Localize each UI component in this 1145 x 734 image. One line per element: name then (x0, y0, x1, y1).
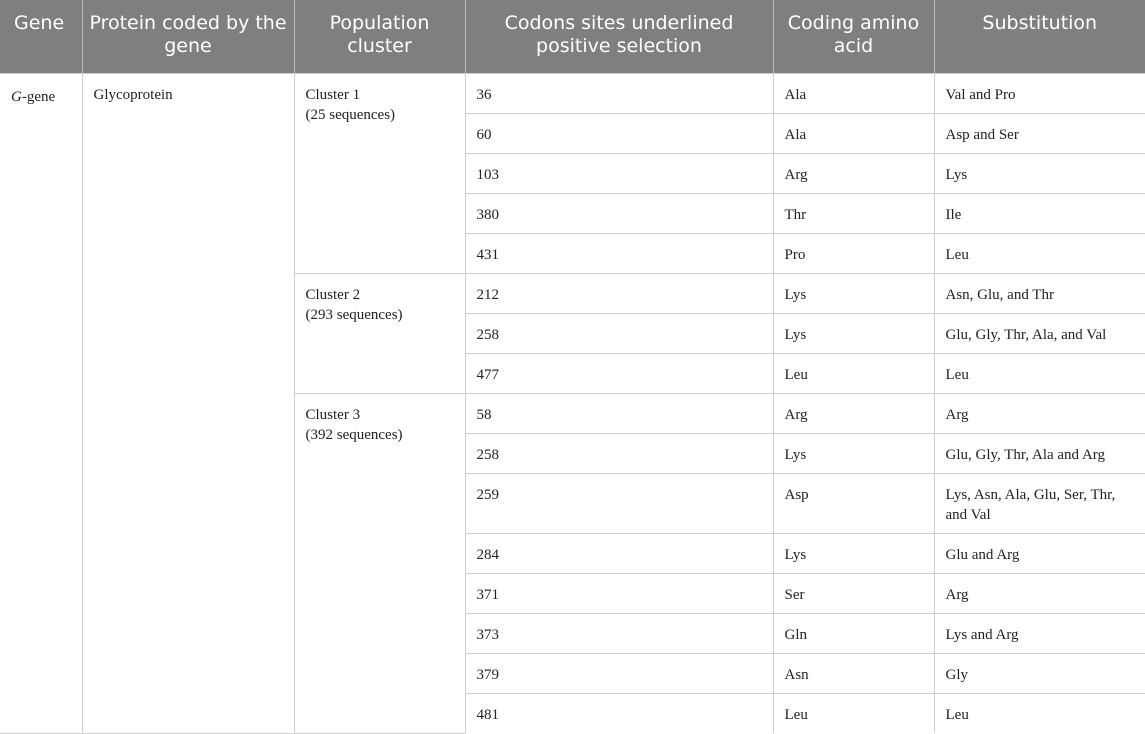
header-gene: Gene (0, 0, 82, 74)
header-protein: Protein coded by the gene (82, 0, 294, 74)
cluster-cell (294, 274, 465, 394)
substitution-cell: Glu, Gly, Thr, Ala, and Val (934, 314, 1145, 354)
cluster-count: (25 sequences) (305, 107, 396, 123)
codon-cell: 371 (465, 574, 773, 614)
amino-cell: Lys (773, 434, 934, 474)
amino-cell: Lys (773, 534, 934, 574)
substitution-cell: Lys (934, 154, 1145, 194)
substitution-cell: Leu (934, 234, 1145, 274)
substitution-cell: Leu (934, 694, 1145, 734)
gene-italic: G (11, 89, 22, 105)
codon-cell: 58 (465, 394, 773, 434)
codon-cell: 259 (465, 474, 773, 534)
cluster-name: Cluster 2 (305, 287, 361, 303)
gene-rest: -gene (21, 89, 56, 105)
amino-cell: Ala (773, 114, 934, 154)
table-row (0, 74, 1145, 114)
gene-cell (0, 74, 82, 734)
amino-cell: Thr (773, 194, 934, 234)
header-population: Population cluster (294, 0, 465, 74)
substitution-cell: Ile (934, 194, 1145, 234)
codon-cell: 258 (465, 314, 773, 354)
table-header (0, 0, 1145, 74)
substitution-cell: Asn, Glu, and Thr (934, 274, 1145, 314)
amino-cell: Lys (773, 274, 934, 314)
substitution-cell: Lys, Asn, Ala, Glu, Ser, Thr, and Val (934, 474, 1145, 534)
codon-cell: 477 (465, 354, 773, 394)
codon-cell: 379 (465, 654, 773, 694)
amino-cell: Ser (773, 574, 934, 614)
cluster-count: (392 sequences) (305, 427, 403, 443)
amino-cell: Asn (773, 654, 934, 694)
codon-cell: 373 (465, 614, 773, 654)
codon-cell: 212 (465, 274, 773, 314)
codon-cell: 103 (465, 154, 773, 194)
amino-cell: Arg (773, 394, 934, 434)
codon-cell: 258 (465, 434, 773, 474)
cluster-name: Cluster 1 (305, 87, 361, 103)
substitution-cell: Lys and Arg (934, 614, 1145, 654)
protein-cell: Glycoprotein (82, 74, 294, 734)
codon-cell: 36 (465, 74, 773, 114)
amino-cell: Lys (773, 314, 934, 354)
cluster-cell (294, 394, 465, 734)
table-body (0, 74, 1145, 734)
amino-cell: Gln (773, 614, 934, 654)
codon-cell: 431 (465, 234, 773, 274)
cluster-cell (294, 74, 465, 274)
amino-cell: Arg (773, 154, 934, 194)
amino-cell: Asp (773, 474, 934, 534)
substitution-cell: Gly (934, 654, 1145, 694)
codon-cell: 284 (465, 534, 773, 574)
amino-cell: Leu (773, 354, 934, 394)
codon-cell: 481 (465, 694, 773, 734)
substitution-cell: Asp and Ser (934, 114, 1145, 154)
codon-cell: 380 (465, 194, 773, 234)
amino-cell: Ala (773, 74, 934, 114)
cluster-count: (293 sequences) (305, 307, 403, 323)
amino-cell: Leu (773, 694, 934, 734)
substitution-cell: Leu (934, 354, 1145, 394)
substitution-cell: Val and Pro (934, 74, 1145, 114)
amino-cell: Pro (773, 234, 934, 274)
substitution-cell: Arg (934, 394, 1145, 434)
header-substitution: Substitution (934, 0, 1145, 74)
codon-cell: 60 (465, 114, 773, 154)
substitution-cell: Arg (934, 574, 1145, 614)
substitution-cell: Glu and Arg (934, 534, 1145, 574)
cluster-name: Cluster 3 (305, 407, 361, 423)
substitution-cell: Glu, Gly, Thr, Ala and Arg (934, 434, 1145, 474)
header-amino: Coding amino acid (773, 0, 934, 74)
header-codons: Codons sites underlined positive selection (465, 0, 773, 74)
